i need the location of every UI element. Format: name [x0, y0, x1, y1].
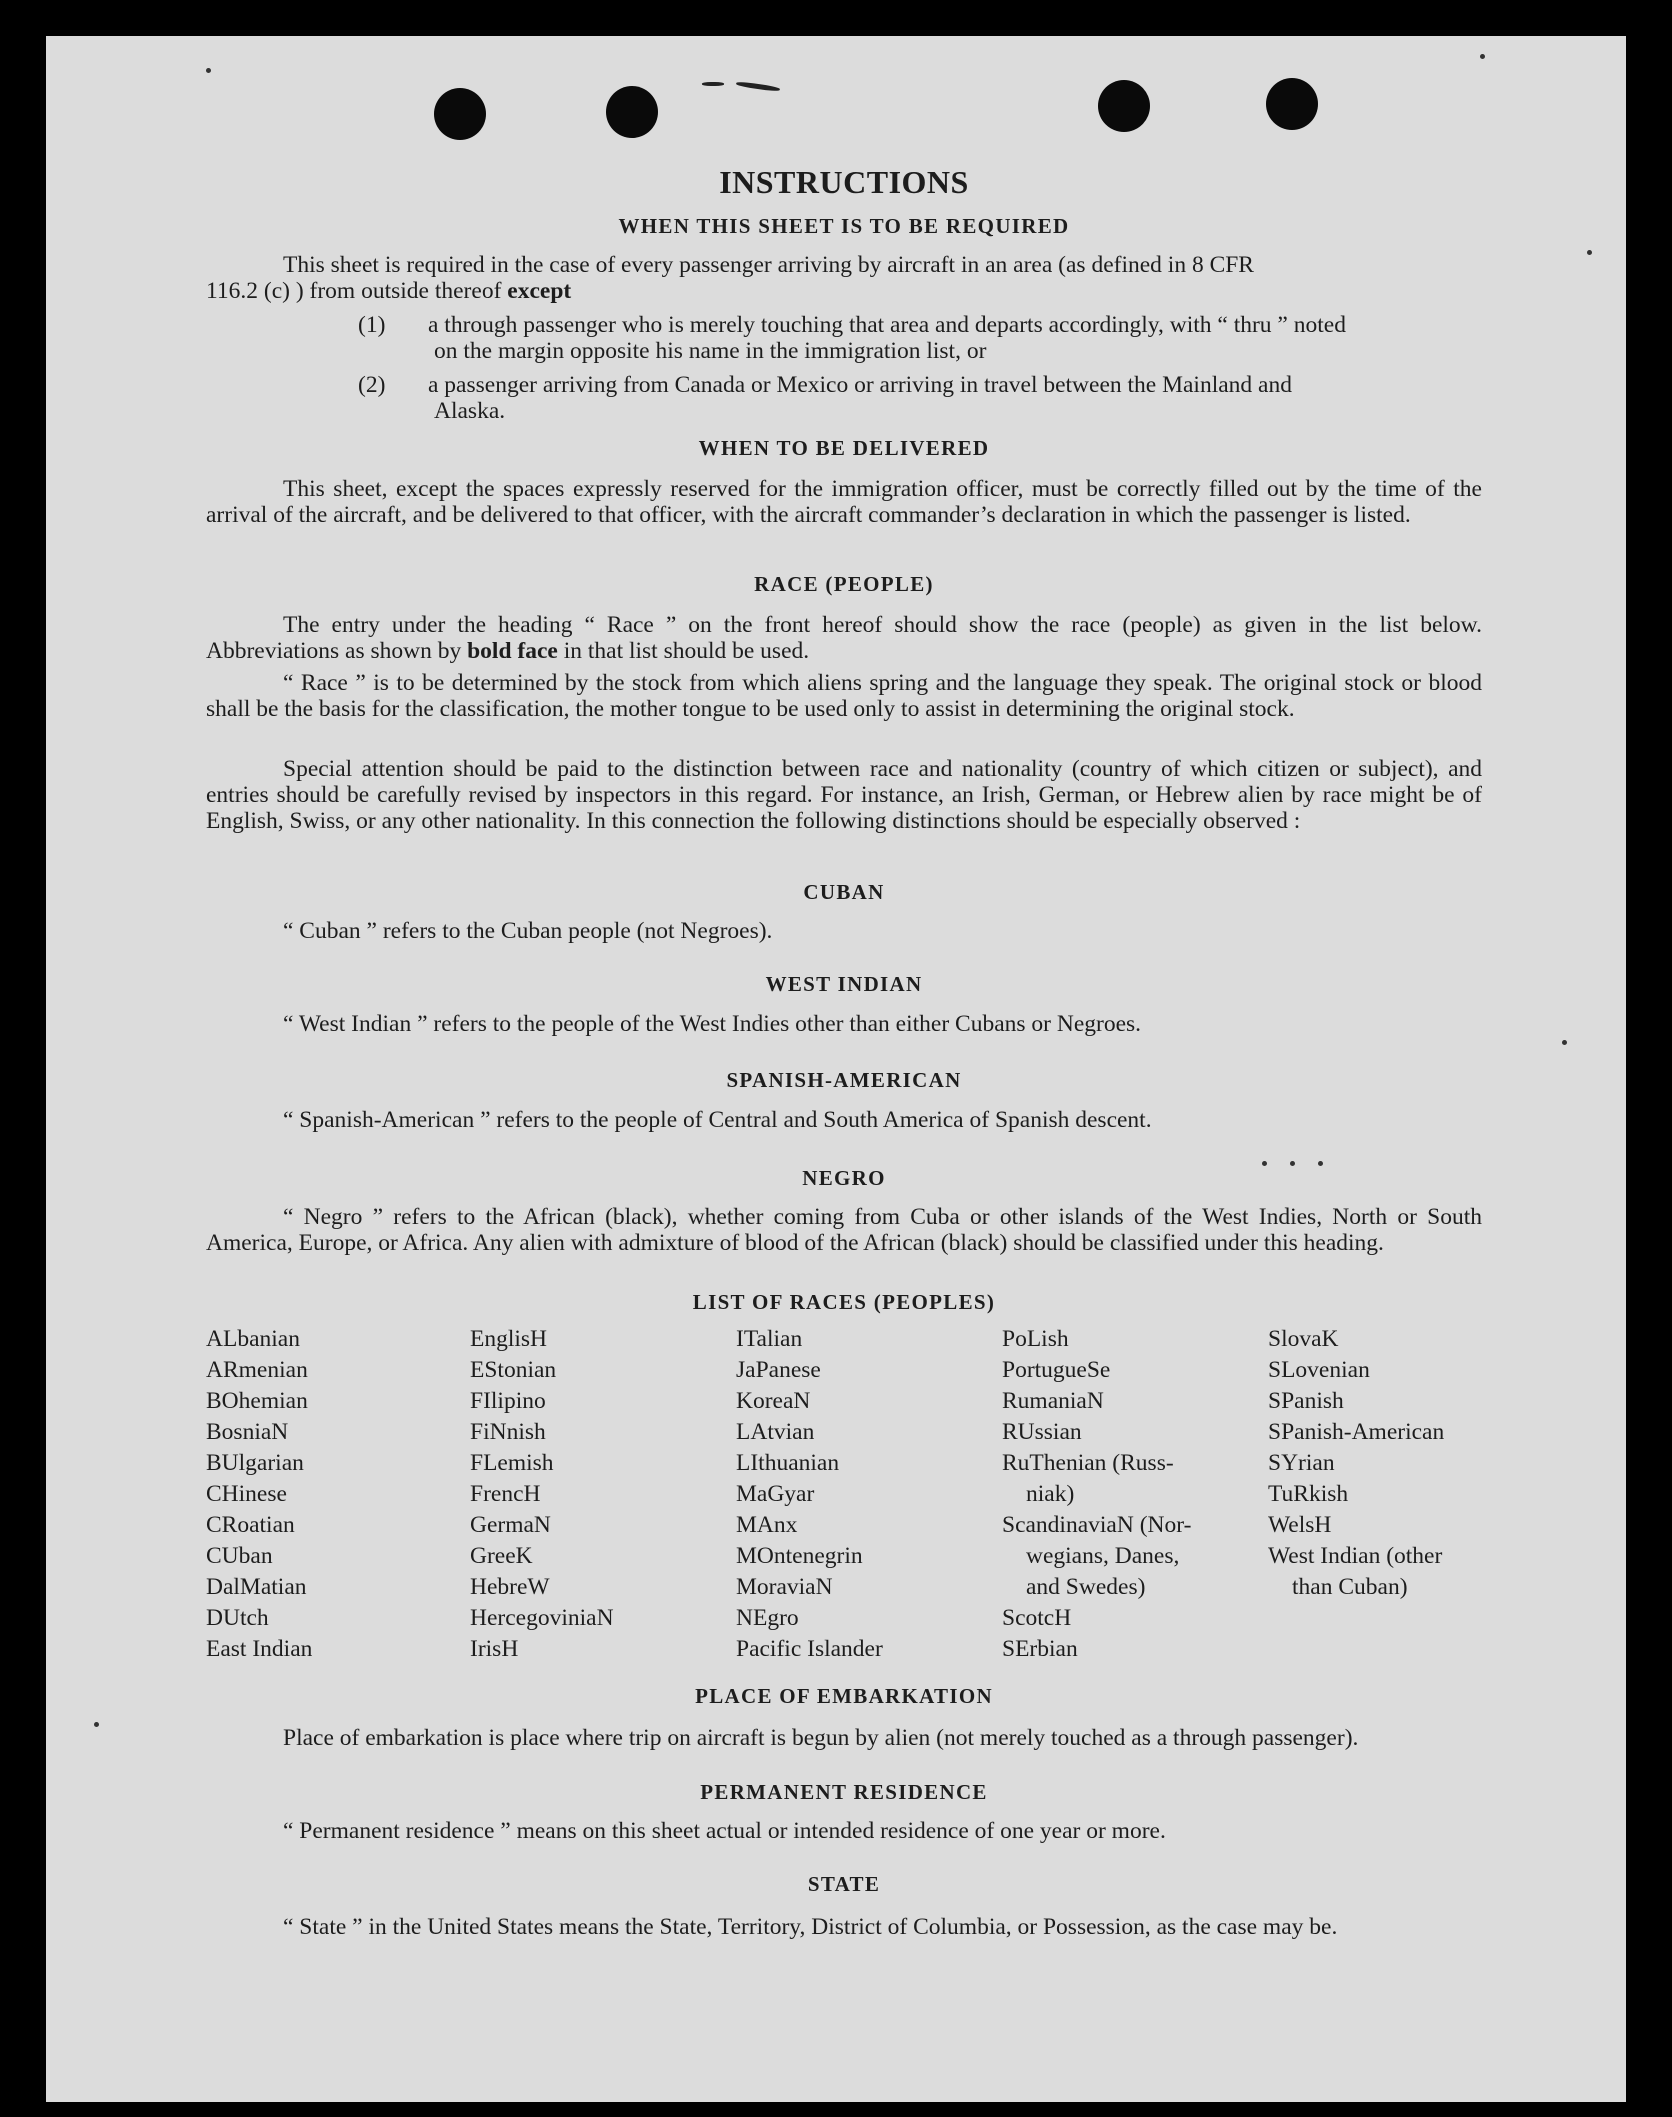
- paragraph-text: “ State ” in the United States means the State, Territory, District of Columbia, or Possession, as the case may be.: [283, 1914, 1338, 1940]
- race-entry: RuThenian (Russ-: [1002, 1450, 1174, 1476]
- race-entry: SPanish-American: [1268, 1419, 1445, 1445]
- section-heading: STATE: [807, 1872, 881, 1896]
- section-heading: NEGRO: [802, 1166, 886, 1190]
- section-heading: WHEN TO BE DELIVERED: [698, 436, 990, 460]
- paragraph-text: in that list should be used.: [563, 638, 810, 664]
- paragraph-text: “ Cuban ” refers to the Cuban people (not Negroes).: [283, 918, 773, 944]
- race-entry: FIlipino: [470, 1388, 546, 1414]
- race-entry: DalMatian: [206, 1574, 307, 1600]
- text-line: a passenger arriving from Canada or Mexico or arriving in travel between the Mainland and: [428, 372, 1292, 398]
- race-entry: GermaN: [470, 1512, 551, 1538]
- race-entry: FiNnish: [470, 1419, 546, 1445]
- punch-hole: [1098, 80, 1150, 132]
- text-line: a through passenger who is merely touching that area and departs accordingly, with “ thru ” noted: [428, 312, 1346, 338]
- race-entry: NEgro: [736, 1605, 799, 1631]
- race-entry: EStonian: [470, 1357, 557, 1383]
- race-entry: and Swedes): [1026, 1574, 1146, 1600]
- text-line: 116.2 (c) ) from outside thereof: [206, 278, 502, 304]
- race-entry: ScotcH: [1002, 1605, 1072, 1631]
- section-heading: RACE (PEOPLE): [754, 572, 934, 596]
- race-entry: HercegoviniaN: [470, 1605, 614, 1631]
- section-heading: WHEN THIS SHEET IS TO BE REQUIRED: [618, 214, 1070, 238]
- race-entry: MAnx: [736, 1512, 798, 1538]
- paragraph-text: Special attention should be paid to the distinction between race and nationality (country of which citizen or subject), and entries should be carefully revised by inspectors in this regard. For instance, an Irish, German, or Hebrew alien by race might be of English, Swiss, or any other nationality. In this connection the following distinctions should be especially observed :: [206, 756, 1482, 834]
- race-entry: SErbian: [1002, 1636, 1078, 1662]
- race-entry: BosniaN: [206, 1419, 289, 1445]
- text-line: Alaska.: [434, 398, 506, 424]
- paragraph-text: “ West Indian ” refers to the people of the West Indies other than either Cubans or Negroes.: [283, 1011, 1142, 1037]
- race-entry: niak): [1026, 1481, 1075, 1507]
- paragraph-text: Place of embarkation is place where trip on aircraft is begun by alien (not merely touched as a through passenger).: [283, 1725, 1359, 1751]
- paper-speck: [94, 1722, 99, 1727]
- paragraph: [206, 476, 1482, 528]
- race-column: [470, 1324, 614, 1665]
- bold-text: bold face: [467, 638, 558, 664]
- paper-speck: [206, 68, 211, 73]
- paragraph: [206, 756, 1482, 834]
- race-entry: Pacific Islander: [736, 1636, 883, 1662]
- punch-hole: [606, 86, 658, 138]
- race-entry: ARmenian: [206, 1357, 308, 1383]
- race-entry: SlovaK: [1268, 1326, 1339, 1352]
- paragraph: [206, 1107, 1482, 1133]
- race-entry: CUban: [206, 1543, 273, 1569]
- race-entry: RUssian: [1002, 1419, 1082, 1445]
- paragraph: [206, 1722, 1482, 1754]
- paragraph: [206, 1204, 1482, 1256]
- race-entry: PoLish: [1002, 1326, 1069, 1352]
- race-entry: FLemish: [470, 1450, 554, 1476]
- page-title: INSTRUCTIONS: [719, 164, 969, 200]
- race-column: [736, 1324, 883, 1665]
- race-entry: ITalian: [736, 1326, 803, 1352]
- list-item: [358, 312, 1482, 364]
- race-entry: EnglisH: [470, 1326, 548, 1352]
- paragraph: [206, 670, 1482, 722]
- paragraph: [206, 612, 1482, 664]
- paragraph-text: “ Negro ” refers to the African (black), whether coming from Cuba or other islands of the West Indies, North or South America, Europe, or Africa. Any alien with admixture of blood of the African (black) should be classified under this heading.: [206, 1204, 1482, 1256]
- race-entry: CRoatian: [206, 1512, 295, 1538]
- paragraph-text: This sheet, except the spaces expressly reserved for the immigration officer, must be correctly filled out by the time of the arrival of the aircraft, and be delivered to that officer, with the aircraft commander’s declaration in which the passenger is listed.: [206, 476, 1482, 528]
- race-entry: MOntenegrin: [736, 1543, 863, 1569]
- race-entry: LIthuanian: [736, 1450, 840, 1476]
- race-entry: HebreW: [470, 1574, 550, 1600]
- race-entry: RumaniaN: [1002, 1388, 1104, 1414]
- paper-speck: [1480, 54, 1485, 59]
- race-entry: SLovenian: [1268, 1357, 1370, 1383]
- race-entry: FrencH: [470, 1481, 541, 1507]
- section-heading: PERMANENT RESIDENCE: [700, 1780, 988, 1804]
- race-entry: wegians, Danes,: [1026, 1543, 1180, 1569]
- paper-speck: [1562, 1040, 1567, 1045]
- text-line: on the margin opposite his name in the immigration list, or: [434, 338, 987, 364]
- race-entry: BOhemian: [206, 1388, 308, 1414]
- race-column: [206, 1324, 312, 1665]
- paragraph-text: The entry under the heading “ Race ” on the front hereof should show the race (people) as given in the list below. Abbreviations as shown by: [206, 612, 1482, 664]
- race-entry: East Indian: [206, 1636, 313, 1662]
- race-entry: LAtvian: [736, 1419, 815, 1445]
- race-entry: MaGyar: [736, 1481, 815, 1507]
- item-number: (2): [358, 372, 386, 398]
- race-entry: TuRkish: [1268, 1481, 1349, 1507]
- race-entry: WelsH: [1268, 1512, 1332, 1538]
- paragraph: [206, 1818, 1482, 1844]
- section-heading: WEST INDIAN: [765, 972, 923, 996]
- race-entry: BUlgarian: [206, 1450, 304, 1476]
- race-entry: PortugueSe: [1002, 1357, 1111, 1383]
- list-item: [358, 372, 1482, 424]
- paper-mark: [702, 82, 724, 86]
- section-heading: PLACE OF EMBARKATION: [695, 1684, 993, 1708]
- section-heading: SPANISH-AMERICAN: [726, 1068, 962, 1092]
- race-entry: GreeK: [470, 1543, 533, 1569]
- race-entry: SYrian: [1268, 1450, 1335, 1476]
- text-line: This sheet is required in the case of every passenger arriving by aircraft in an area (as defined in 8 CFR: [283, 252, 1254, 278]
- race-column: [1268, 1324, 1444, 1603]
- paragraph: [206, 252, 1482, 304]
- race-entry: SPanish: [1268, 1388, 1344, 1414]
- race-entry: MoraviaN: [736, 1574, 833, 1600]
- paragraph-text: “ Race ” is to be determined by the stock from which aliens spring and the language they speak. The original stock or blood shall be the basis for the classification, the mother tongue to be used only to assist in determining the original stock.: [206, 670, 1482, 722]
- race-entry: ScandinaviaN (Nor-: [1002, 1512, 1192, 1538]
- paragraph: [206, 1910, 1482, 1944]
- race-entry: JaPanese: [736, 1357, 821, 1383]
- punch-hole: [1266, 78, 1318, 130]
- paragraph: [206, 918, 1482, 944]
- race-entry: than Cuban): [1292, 1574, 1408, 1600]
- race-column: [1002, 1324, 1191, 1665]
- paragraph-text: “ Permanent residence ” means on this sheet actual or intended residence of one year or more.: [283, 1818, 1166, 1844]
- race-entry: DUtch: [206, 1605, 269, 1631]
- bold-text: except: [507, 278, 572, 304]
- paragraph: [206, 1011, 1482, 1037]
- race-entry: ALbanian: [206, 1326, 300, 1352]
- paper-speck: [1587, 250, 1592, 255]
- section-heading: CUBAN: [803, 880, 885, 904]
- section-heading: LIST OF RACES (PEOPLES): [692, 1290, 996, 1314]
- race-entry: CHinese: [206, 1481, 287, 1507]
- item-number: (1): [358, 312, 386, 338]
- race-entry: IrisH: [470, 1636, 519, 1662]
- paragraph-text: “ Spanish-American ” refers to the people of Central and South America of Spanish descent.: [283, 1107, 1152, 1133]
- race-entry: KoreaN: [736, 1388, 811, 1414]
- punch-hole: [434, 88, 486, 140]
- race-entry: West Indian (other: [1268, 1543, 1443, 1569]
